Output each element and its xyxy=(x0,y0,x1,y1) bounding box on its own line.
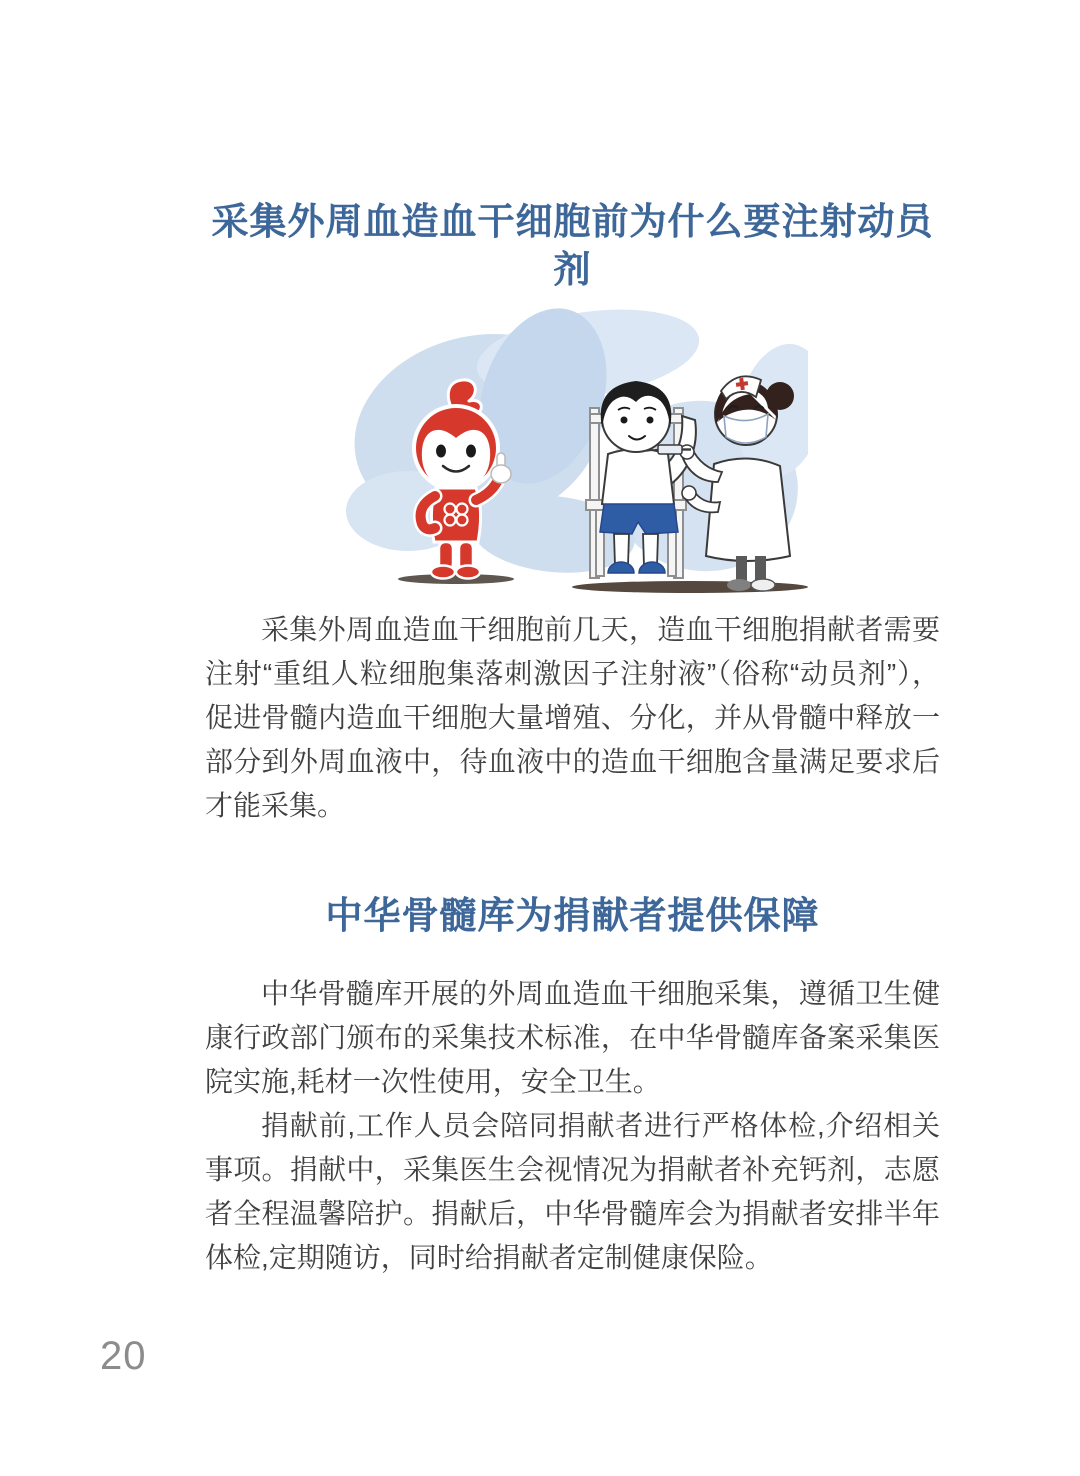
section2-body xyxy=(205,972,940,1280)
donor-eye-right xyxy=(646,417,653,424)
mascot-eye-left xyxy=(436,445,446,458)
paragraph-donor-care: 捐献前,工作人员会陪同捐献者进行严格体检,介绍相关事项。捐献中，采集医生会视情况为捐献者补充钙剂，志愿者全程温馨陪护。捐献后，中华骨髓库会为捐献者安排半年体检,定期随访，同时给捐献者定制健康保险。 xyxy=(205,1110,940,1273)
nurse-hair-bun xyxy=(766,382,794,410)
injection-illustration xyxy=(205,296,940,601)
injection-illustration-svg xyxy=(338,296,808,601)
mascot-eye-right xyxy=(466,445,476,458)
mascot-shadow xyxy=(398,574,514,584)
paragraph-collection-standard: 中华骨髓库开展的外周血造血干细胞采集，遵循卫生健康行政部门颁布的采集技术标准，在中华骨髓库备案采集医院实施,耗材一次性使用，安全卫生。 xyxy=(205,978,940,1097)
paragraph-mobilizer: 采集外周血造血干细胞前几天，造血干细胞捐献者需要注射“重组人粒细胞集落刺激因子注射液”（俗称“动员剂”），促进骨髓内造血干细胞大量增殖、分化，并从骨髓中释放一部分到外周血液中，待血液中的造血干细胞含量满足要求后才能采集。 xyxy=(205,614,940,821)
section1-body xyxy=(205,608,940,828)
donor-eye-left xyxy=(620,417,627,424)
section-title-donor-protection: 中华骨髓库为捐献者提供保障 xyxy=(325,895,820,936)
section-title-mobilizer-injection: 采集外周血造血干细胞前为什么要注射动员剂 xyxy=(211,201,934,290)
page-number: 20 xyxy=(100,1334,147,1378)
